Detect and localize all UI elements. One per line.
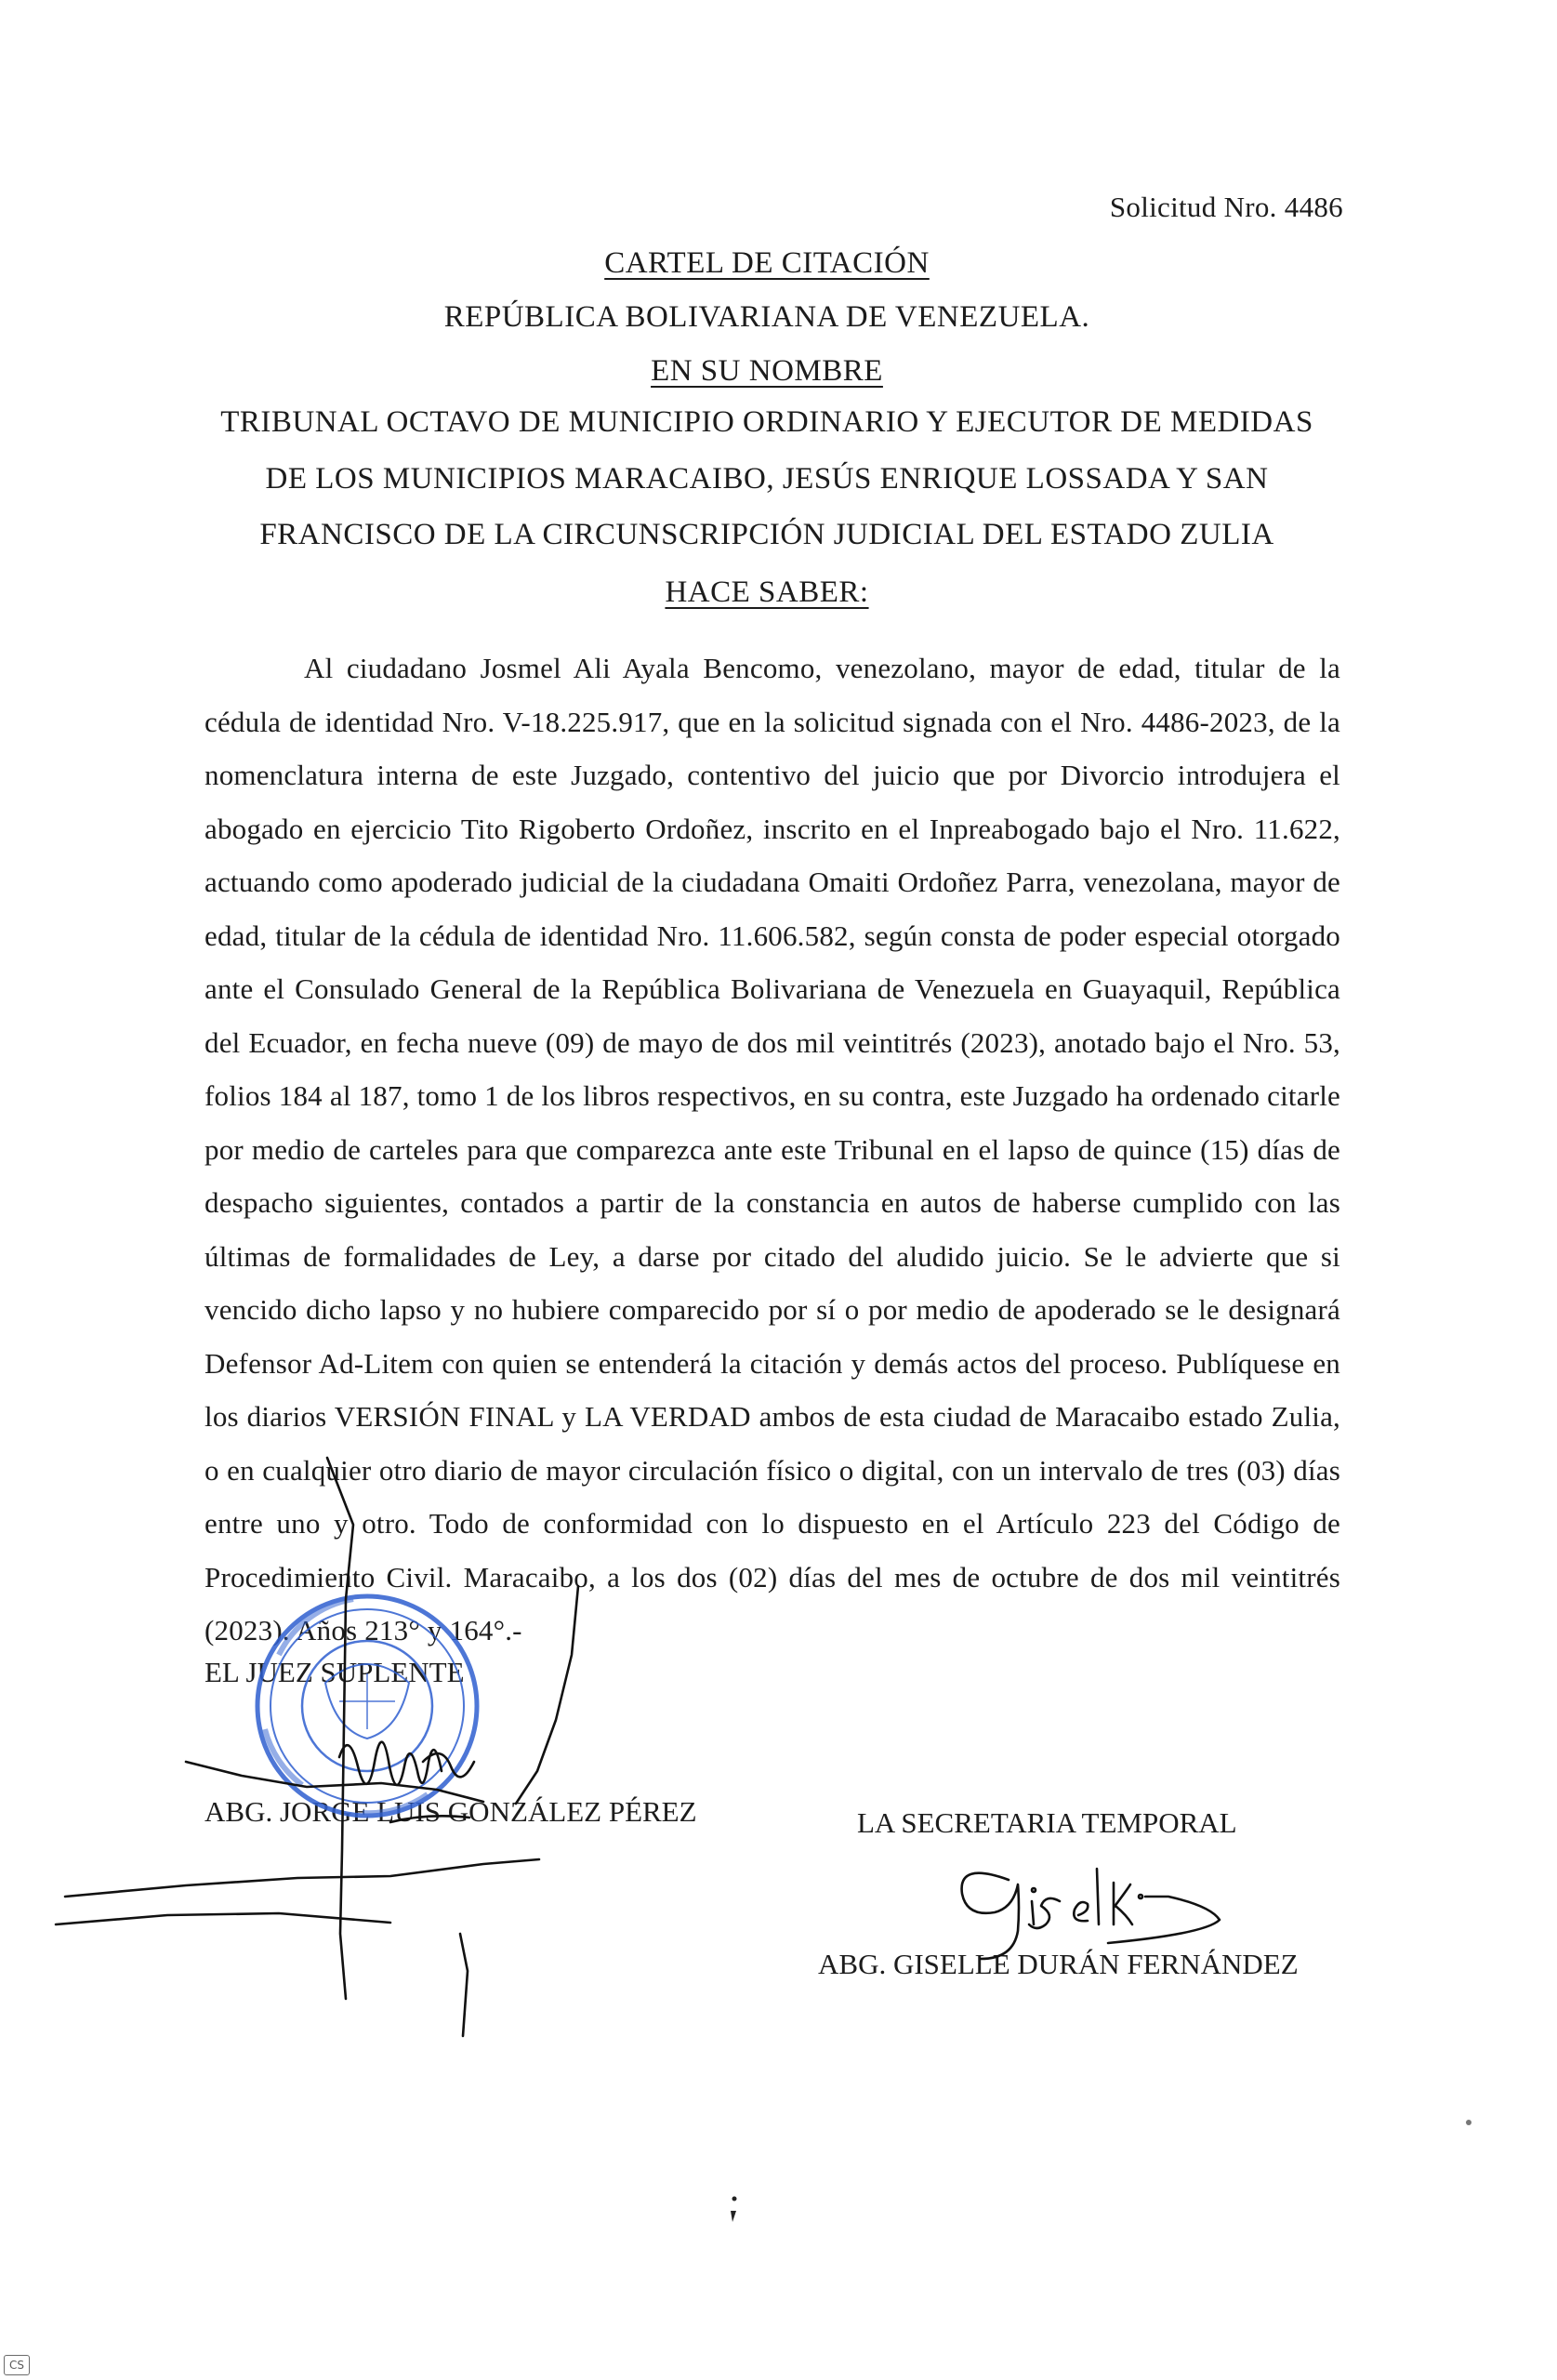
scanner-logo-icon: CS [4, 2355, 30, 2375]
republic-heading: REPÚBLICA BOLIVARIANA DE VENEZUELA. [443, 300, 1090, 334]
request-number: Solicitud Nro. 4486 [1109, 191, 1343, 223]
court-heading-line-1: TRIBUNAL OCTAVO DE MUNICIPIO ORDINARIO Y EJECUTOR DE MEDIDAS [220, 405, 1313, 439]
secretary-name: ABG. GISELLE DURÁN FERNÁNDEZ [818, 1948, 1299, 1980]
judge-name: ABG. JORGE LUIS GONZÁLEZ PÉREZ [205, 1795, 697, 1828]
citation-body: Al ciudadano Josmel Ali Ayala Bencomo, venezolano, mayor de edad, titular de la cédula de identidad Nro. V-18.225.917, que en la solicitud signada con el Nro. 4486-2023, de la nomenclatura interna de este Juzgado, contentivo del juicio que por Divorcio introdujera el abogado en ejercicio Tito Rigoberto Ordoñez, inscrito en el Inpreabogado bajo el Nro. 11.622, actuando como apoderado judicial de la ciudadana Omaiti Ordoñez Parra, venezolana, mayor de edad, titular de la cédula de identidad Nro. 11.606.582, según consta de poder especial otorgado ante el Consulado General de la República Bolivariana de Venezuela en Guayaquil, República del Ecuador, en fecha nueve (09) de mayo de dos mil veintitrés (2023), anotado bajo el Nro. 53, folios 184 al 187, tomo 1 de los libros respectivos, en su contra, este Juzgado ha ordenado citarle por medio de carteles para que comparezca ante este Tribunal en el lapso de quince (15) días de despacho siguientes, contados a partir de la constancia en autos de haberse cumplido con las últimas de formalidades de Ley, a darse por citado del aludido juicio. Se le advierte que si vencido dicho lapso y no hubiere comparecido por sí o por medio de apoderado se le designará Defensor Ad-Litem con quien se entenderá la citación y demás actos del proceso. Publíquese en los diarios VERSIÓN FINAL y LA VERDAD ambos de esta ciudad de Maracaibo estado Zulia, o en cualquier otro diario de mayor circulación físico o digital, con un intervalo de tres (03) días entre uno y otro. Todo de conformidad con lo dispuesto en el Artículo 223 del Código de Procedimiento Civil. Maracaibo, a los dos (02) días del mes de octubre de dos mil veintitrés (2023). Años 213° y 164°.- [205, 652, 1340, 1646]
judge-title: EL JUEZ SUPLENTE [205, 1656, 465, 1688]
court-heading-line-3: FRANCISCO DE LA CIRCUNSCRIPCIÓN JUDICIAL DEL ESTADO ZULIA [259, 518, 1274, 551]
secretary-title: LA SECRETARIA TEMPORAL [857, 1806, 1237, 1839]
court-heading-line-2: DE LOS MUNICIPIOS MARACAIBO, JESÚS ENRIQUE LOSSADA Y SAN [265, 462, 1269, 496]
in-its-name-heading: EN SU NOMBRE [651, 354, 883, 388]
announcement-heading: HACE SABER: [665, 575, 869, 609]
document-title: CARTEL DE CITACIÓN [604, 246, 930, 280]
